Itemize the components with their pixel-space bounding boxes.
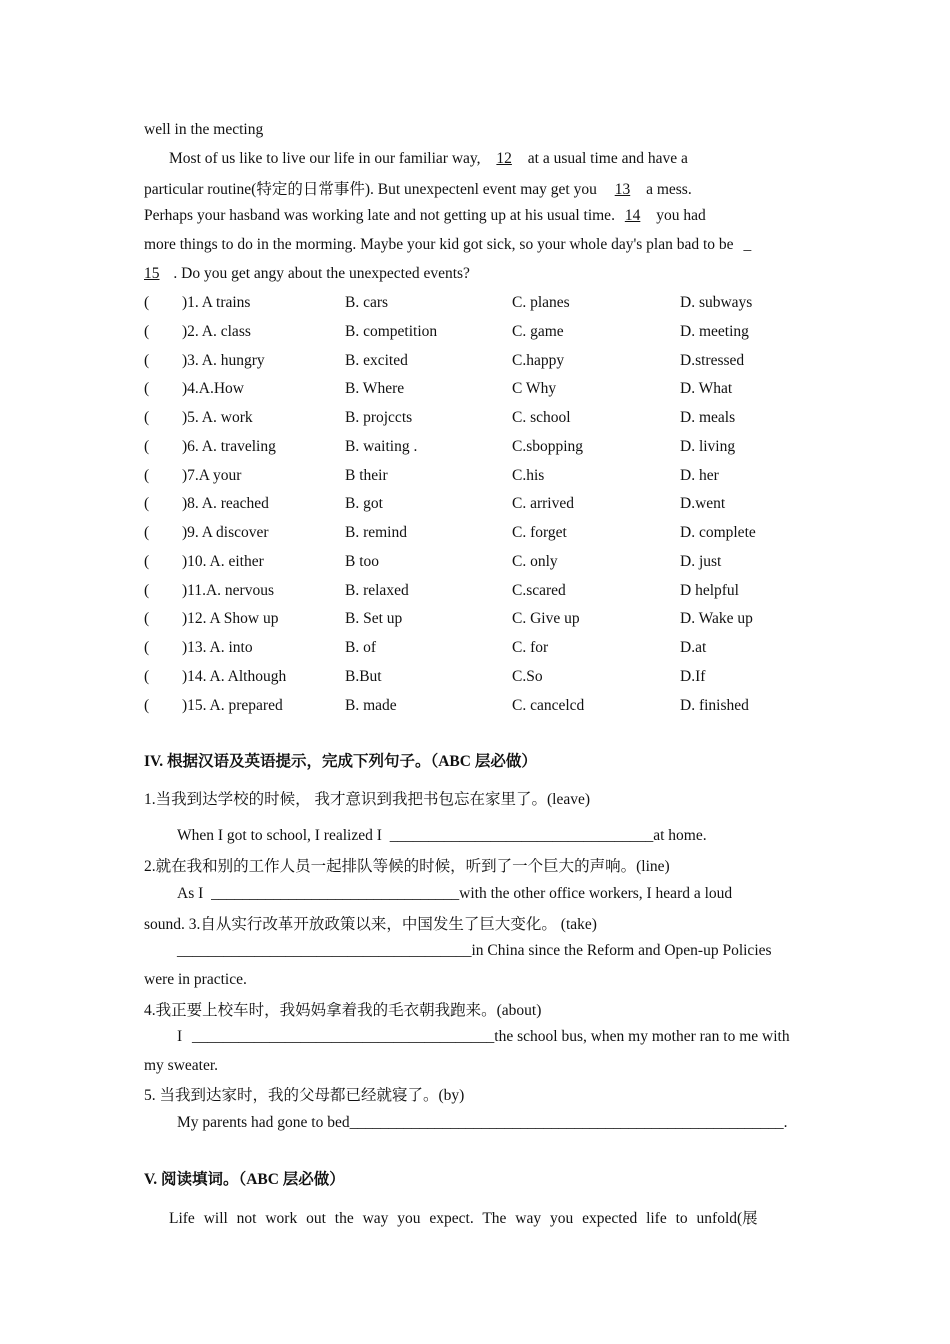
s2-chinese: 2.就在我和别的工作人员一起排队等候的时候，听到了一个巨大的声响。(line) (144, 858, 670, 875)
option-c: C. arrived (512, 495, 574, 513)
passage-line-5 (144, 235, 751, 255)
option-a: )12. A Show up (182, 610, 279, 628)
option-b: B. cars (345, 294, 389, 311)
passage-line-6 (144, 264, 470, 284)
answer-paren[interactable]: ( (144, 294, 150, 311)
option-a: )1. A trains (182, 294, 251, 311)
option-c: C. only (512, 552, 558, 570)
s3-answer-blank[interactable]: ______________________________________ (177, 942, 472, 959)
answer-paren[interactable]: ( (144, 351, 150, 369)
s5-chinese: 5. 当我到达家时，我的父母都已经就寝了。(by) (144, 1087, 465, 1104)
s2-english-text: As I (177, 885, 204, 902)
passage-line-3 (144, 180, 784, 200)
section-4-heading: IV. 根据汉语及英语提示，完成下列句子。（ABC 层必做） (144, 753, 537, 770)
passage-line-1: well in the mecting (144, 121, 264, 138)
option-c: C. Give up (512, 610, 580, 628)
option-a: )6. A. traveling (182, 437, 276, 455)
answer-paren[interactable]: ( (144, 639, 150, 656)
option-b: B. made (345, 696, 397, 714)
option-c: C. cancelcd (512, 696, 585, 714)
s4-chinese: 4.我正要上校车时，我妈妈拿着我的毛衣朝我跑来。(about) (144, 1002, 542, 1019)
option-a: )2. A. class (182, 322, 251, 340)
s4-english-text: the school bus, when my mother ran to me with (494, 1028, 790, 1045)
option-a: )4.A.How (182, 380, 244, 398)
option-a: )14. A. Although (182, 667, 287, 685)
reading-line-1: Life will not work out the way you expect. The way you expected life to unfold(展 (169, 1210, 758, 1227)
s5-english-text: . (783, 1114, 788, 1131)
s5-english (177, 1113, 788, 1133)
s1-answer-blank[interactable]: __________________________________ (389, 827, 654, 844)
option-d: D.If (680, 667, 706, 685)
option-b: B. competition (345, 322, 438, 340)
option-a: )8. A. reached (182, 495, 269, 513)
passage-line-2 (169, 149, 688, 169)
option-b: B. remind (345, 524, 407, 541)
option-c: C. planes (512, 294, 570, 311)
passage-line-4 (144, 206, 706, 226)
option-d: D.stressed (680, 351, 745, 369)
option-c: C Why (512, 380, 557, 398)
passage-text: you had (656, 207, 706, 224)
option-d: D helpful (680, 581, 739, 599)
s2-answer-blank[interactable]: ________________________________ (211, 885, 460, 902)
passage-text: . Do you get angy about the unexpected events? (173, 265, 470, 282)
option-d: D. Wake up (680, 610, 753, 628)
option-a: )10. A. either (182, 552, 264, 570)
answer-paren[interactable]: ( (144, 437, 150, 455)
option-d: D. finished (680, 696, 749, 714)
cloze-blank-13[interactable]: 13 (614, 181, 631, 198)
option-d: D.went (680, 495, 726, 513)
s4-english-cont: my sweater. (144, 1057, 219, 1074)
option-b: B. Where (345, 380, 405, 398)
option-a: )11.A. nervous (182, 581, 274, 599)
option-b: B. excited (345, 351, 408, 369)
cloze-blank-15[interactable]: 15 (144, 265, 160, 282)
option-d: D. just (680, 552, 722, 570)
option-b: B too (345, 552, 380, 570)
s4-english-text: I (177, 1028, 183, 1045)
option-c: C.sbopping (512, 437, 584, 455)
option-c: C. school (512, 409, 571, 426)
option-d: D. her (680, 466, 719, 484)
s1-chinese: 1.当我到达学校的时候， 我才意识到我把书包忘在家里了。(leave) (144, 791, 591, 808)
s2-english (177, 884, 732, 904)
section-5-heading: V. 阅读填词。（ABC 层必做） (144, 1171, 345, 1188)
option-d: D. complete (680, 524, 756, 541)
option-b: B. got (345, 495, 383, 513)
s2-english-text: with the other office workers, I heard a loud (459, 885, 733, 902)
option-a: )13. A. into (182, 639, 253, 656)
cloze-blank-14[interactable]: 14 (624, 207, 641, 224)
option-c: C. forget (512, 524, 567, 541)
option-c: C.scared (512, 581, 566, 599)
passage-text: at a usual time and have a (527, 150, 688, 167)
s4-english (177, 1027, 790, 1047)
option-c: C.his (512, 466, 545, 484)
cloze-blank-12[interactable]: 12 (496, 150, 512, 167)
answer-paren[interactable]: ( (144, 552, 150, 570)
passage-text: Perhaps your hasband was working late and not getting up at his usual time. (144, 207, 615, 224)
option-d: D. meals (680, 409, 736, 426)
option-d: D. living (680, 437, 736, 455)
answer-paren[interactable]: ( (144, 696, 150, 714)
passage-text: Most of us like to live our life in our familiar way, (169, 150, 481, 167)
answer-paren[interactable]: ( (144, 610, 150, 628)
s1-english-text: When I got to school, I realized I (177, 827, 382, 844)
passage-text: a mess. (646, 181, 692, 198)
passage-text: more things to do in the morming. Maybe your kid got sick, so your whole day's plan bad to be (144, 236, 734, 253)
option-a: )3. A. hungry (182, 351, 265, 369)
option-c: C. for (512, 639, 549, 656)
answer-paren[interactable]: ( (144, 524, 150, 541)
option-d: D. What (680, 380, 733, 398)
option-a: )9. A discover (182, 524, 269, 541)
s1-english (177, 826, 707, 846)
option-a: )15. A. prepared (182, 696, 283, 714)
option-b: B.But (345, 667, 382, 685)
s3-english-text: in China since the Reform and Open-up Policies (471, 942, 772, 959)
option-d: D. meeting (680, 322, 749, 340)
option-b: B. waiting . (345, 437, 418, 455)
s3-english-cont: were in practice. (144, 971, 247, 988)
passage-text: particular routine(特定的日常事件). But unexpectenl event may get you (144, 181, 597, 198)
underline-mark: _ (743, 236, 752, 253)
option-d: D. subways (680, 294, 753, 311)
option-b: B their (345, 466, 388, 484)
option-c: C.So (512, 667, 543, 685)
s5-english-text: My parents had gone to bed (177, 1114, 350, 1131)
s1-english-text: at home. (653, 827, 707, 844)
s5-answer-blank[interactable]: ________________________________________________________ (349, 1114, 784, 1131)
option-c: C. game (512, 322, 564, 340)
answer-paren[interactable]: ( (144, 466, 150, 484)
answer-paren[interactable]: ( (144, 581, 150, 599)
answer-paren[interactable]: ( (144, 667, 150, 685)
option-b: B. relaxed (345, 581, 409, 599)
answer-paren[interactable]: ( (144, 495, 150, 513)
option-b: B. projccts (345, 409, 413, 426)
option-b: B. of (345, 639, 376, 656)
option-b: B. Set up (345, 610, 403, 628)
s3-english (177, 941, 772, 961)
option-a: )7.A your (182, 466, 242, 484)
s3-chinese: sound. 3.自从实行改革开放政策以来，中国发生了巨大变化。 (take) (144, 916, 597, 933)
option-c: C.happy (512, 351, 565, 369)
answer-paren[interactable]: ( (144, 322, 150, 340)
option-d: D.at (680, 639, 707, 656)
answer-paren[interactable]: ( (144, 409, 150, 426)
option-a: )5. A. work (182, 409, 253, 426)
answer-paren[interactable]: ( (144, 380, 150, 398)
s4-answer-blank[interactable]: _______________________________________ (192, 1028, 495, 1045)
